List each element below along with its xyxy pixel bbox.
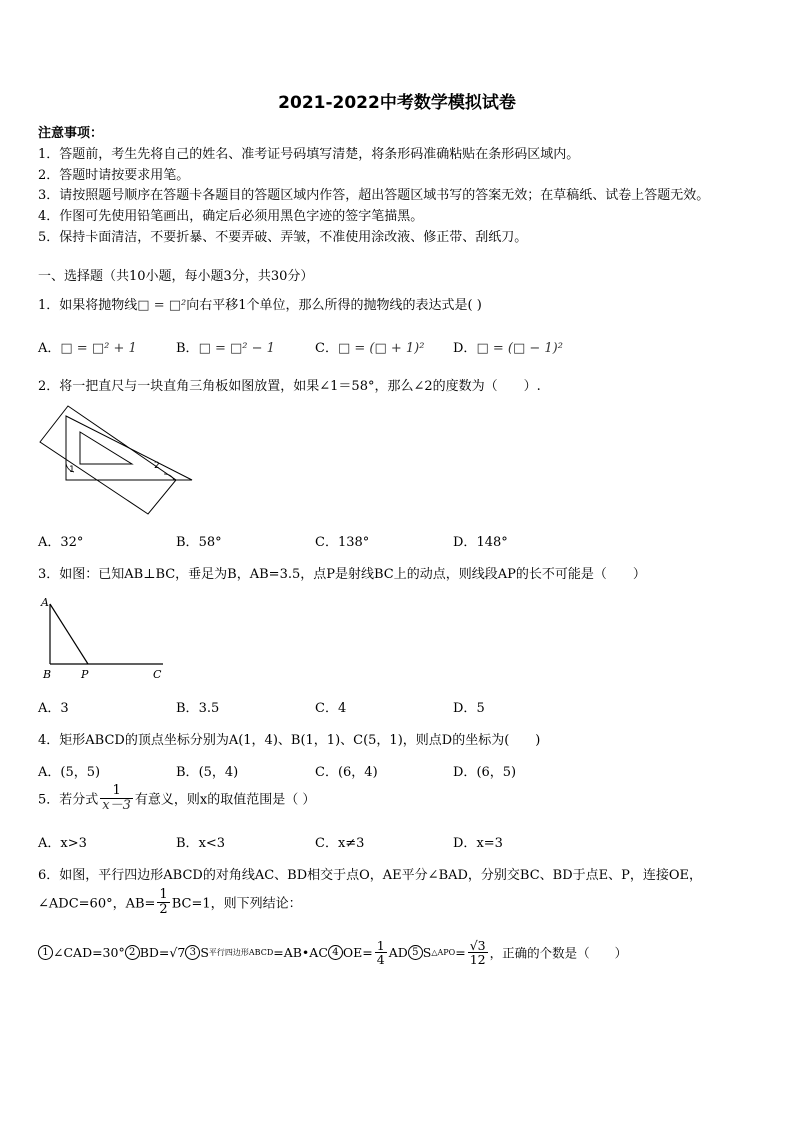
q1-option-b[interactable]: B．□ = □² − 1: [176, 341, 275, 356]
angle-2-label: 2: [154, 461, 160, 471]
notice-item: 1．答题前，考生先将自己的姓名、准考证号码填写清楚，将条形码准确粘贴在条形码区域内。: [38, 147, 580, 162]
conclusion-1-mark: 1: [38, 945, 53, 960]
q4-option-a[interactable]: A．(5，5): [38, 765, 101, 780]
q4-option-d[interactable]: D．(6，5): [453, 765, 517, 780]
conclusion-1: ∠CAD=30°: [53, 945, 125, 961]
point-a-label: A: [41, 596, 49, 609]
conclusion-4-mark: 4: [328, 945, 343, 960]
q2-option-d[interactable]: D．148°: [453, 535, 508, 550]
question-6-conclusions: 1 ∠CAD=30° 2 BD=√7 3 S平行四边形ABCD=AB•AC 4 OE= $\frac{1}{4}$ AD 5 S△APO= $\frac{√3}{12}$ ，正确的个数是（ ）: [38, 939, 627, 966]
q3-option-b[interactable]: B．3.5: [176, 701, 220, 716]
q5-option-c[interactable]: C．x≠3: [315, 836, 365, 851]
q2-option-c[interactable]: C．138°: [315, 535, 370, 550]
q1-stem-pre: 1．如果将抛物线: [38, 298, 138, 313]
question-4-stem: 4．矩形ABCD的顶点坐标分别为A(1，4)、B(1，1)、C(5，1)，则点D的坐标为( ): [38, 733, 541, 748]
notice-item: 5．保持卡面清洁，不要折暴、不要弄破、弄皱，不准使用涂改液、修正带、刮纸刀。: [38, 230, 528, 245]
q2-option-a[interactable]: A．32°: [38, 535, 84, 550]
question-6-line2: ∠ADC=60°，AB= $\frac{1}{2}$ BC=1，则下列结论：: [38, 887, 302, 917]
q3-option-a[interactable]: A．3: [38, 701, 69, 716]
q4-option-c[interactable]: C．(6，4): [315, 765, 378, 780]
q1-formula: □ = □²: [137, 298, 187, 313]
q1-option-d[interactable]: D．□ = (□ − 1)²: [453, 341, 563, 356]
notice-item: 2．答题时请按要求用笔。: [38, 168, 190, 183]
question-5-stem: 5．若分式 $\frac{1}{x-3}$ 有意义，则x的取值范围是（ ）: [38, 783, 316, 813]
q3-option-c[interactable]: C．4: [315, 701, 347, 716]
perpendicular-figure: [38, 592, 170, 684]
page-title: 2021-2022中考数学模拟试卷: [278, 93, 516, 113]
point-p-label: P: [81, 668, 89, 681]
question-3-stem: 3．如图：已知AB⊥BC，垂足为B，AB=3.5，点P是射线BC上的动点，则线段AP的长不可能是（ ）: [38, 567, 646, 582]
question-2-stem: 2．将一把直尺与一块直角三角板如图放置，如果∠1＝58°，那么∠2的度数为（ ）.: [38, 379, 541, 394]
q5-fraction: $\frac{1}{x-3}$: [102, 783, 131, 813]
q2-option-b[interactable]: B．58°: [176, 535, 222, 550]
q6-half-fraction: $\frac{1}{2}$: [159, 887, 168, 917]
conclusion-2-mark: 2: [125, 945, 140, 960]
q5-option-d[interactable]: D．x=3: [453, 836, 503, 851]
point-b-label: B: [43, 668, 52, 681]
q4-option-b[interactable]: B．(5，4): [176, 765, 239, 780]
point-c-label: C: [153, 668, 162, 681]
conclusion-3: =AB•AC: [273, 945, 328, 961]
notice-item: 3．请按照题号顺序在答题卡各题目的答题区域内作答，超出答题区域书写的答案无效；在草稿纸、试卷上答题无效。: [38, 188, 710, 203]
sqrt-7: √7: [169, 945, 186, 961]
q6-sqrt3-fraction: $\frac{√3}{12}$: [469, 938, 486, 968]
angle-1-label: 1: [69, 465, 75, 475]
question-6-tail: ，正确的个数是（ ）: [489, 945, 628, 961]
conclusion-3-mark: 3: [185, 945, 200, 960]
q3-option-d[interactable]: D．5: [453, 701, 485, 716]
conclusion-5-mark: 5: [408, 945, 423, 960]
q1-stem-post: 向右平移1个单位，那么所得的抛物线的表达式是: [186, 298, 468, 313]
notice-heading: 注意事项：: [38, 126, 104, 141]
notice-item: 4．作图可先使用铅笔画出，确定后必须用黑色字迹的签字笔描黑。: [38, 209, 424, 224]
question-6-line1: 6．如图，平行四边形ABCD的对角线AC、BD相交于点O，AE平分∠BAD，分别交BC、BD于点E、P，连接OE，: [38, 868, 703, 883]
q6-quarter-fraction: $\frac{1}{4}$: [376, 938, 385, 968]
q1-option-a[interactable]: A．□ = □² + 1: [38, 341, 137, 356]
ruler-triangle-figure: [36, 402, 198, 518]
conclusion-2: BD=: [139, 945, 170, 961]
section-heading: 一、选择题（共10小题，每小题3分，共30分）: [38, 269, 314, 284]
q5-option-a[interactable]: A．x>3: [38, 836, 87, 851]
q1-option-c[interactable]: C．□ = (□ + 1)²: [315, 341, 425, 356]
q5-option-b[interactable]: B．x<3: [176, 836, 226, 851]
q1-paren: ( ): [467, 298, 482, 313]
question-1-stem: [38, 294, 482, 313]
